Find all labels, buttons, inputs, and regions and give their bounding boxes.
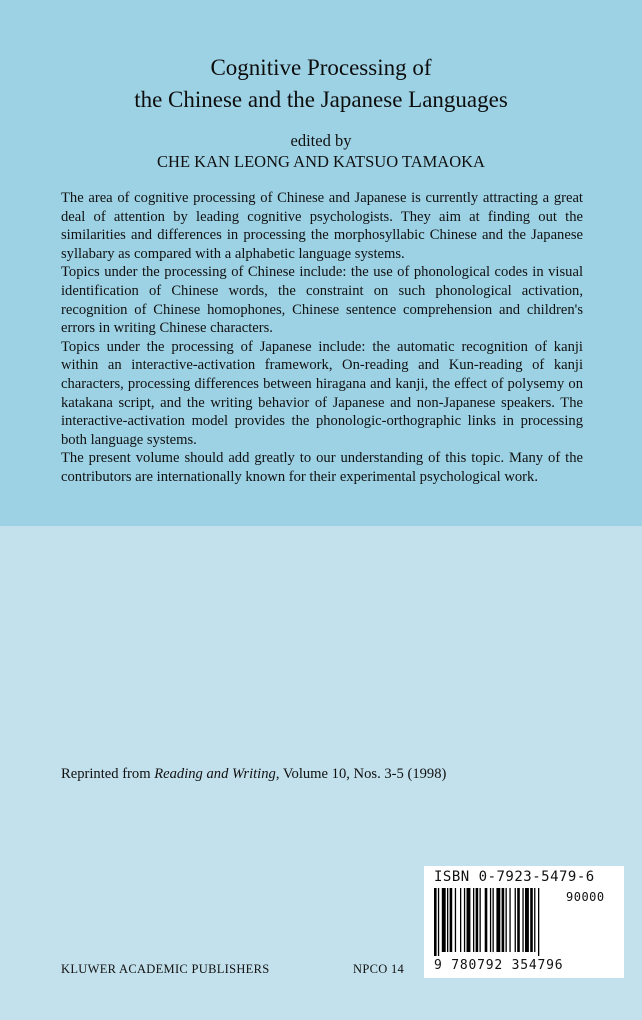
- barcode-bar: [506, 888, 507, 952]
- reprint-prefix: Reprinted from: [61, 766, 155, 782]
- editors-names: CHE KAN LEONG AND KATSUO TAMAOKA: [157, 152, 485, 171]
- book-title-line-2: the Chinese and the Japanese Languages: [134, 87, 508, 112]
- barcode-bar: [442, 888, 446, 952]
- blurb-paragraph: Topics under the processing of Chinese include: the use of phonological codes in visual identification of Chinese words, the constraint on such phonological activation, recognition of Chinese homophones, Chinese sentence comprehension and children's errors in writing Chinese characters.: [61, 264, 583, 337]
- barcode-bar: [493, 888, 494, 952]
- series-code: NPCO 14: [353, 962, 405, 976]
- barcode-bar: [534, 888, 535, 952]
- barcode-bar: [530, 888, 533, 952]
- barcode-bar: [515, 888, 516, 952]
- barcode-bar: [450, 888, 453, 952]
- barcode-bar: [464, 888, 465, 952]
- blurb-paragraph: The present volume should add greatly to our understanding of this topic. Many of the contributors are internationally known for their experimental psychological work.: [61, 450, 583, 485]
- blurb-paragraph: The area of cognitive processing of Chinese and Japanese is currently attracting a great deal of attention by leading cognitive psychologists. They aim at finding out the similarities and differences in processing the morphosyllabic Chinese and the Japanese syllabary as compared with a alphabetic language systems.: [61, 190, 583, 262]
- barcode-bar: [525, 888, 529, 952]
- book-title-line-1: Cognitive Processing of: [210, 55, 432, 80]
- reprint-suffix: , Volume 10, Nos. 3-5 (1998): [275, 766, 447, 782]
- publisher-name: KLUWER ACADEMIC PUBLISHERS: [61, 962, 270, 976]
- isbn-number: ISBN 0-7923-5479-6: [434, 869, 595, 885]
- ean-number: 9 780792 354796: [434, 958, 564, 973]
- barcode-bar: [447, 888, 448, 952]
- barcode-bar: [455, 888, 456, 952]
- price-code: 90000: [566, 890, 605, 904]
- barcode-bar: [490, 888, 491, 952]
- barcode-bar: [476, 888, 479, 952]
- barcode-icon: [434, 888, 562, 956]
- barcode-bar: [522, 888, 523, 952]
- reprint-journal: Reading and Writing: [154, 766, 276, 782]
- barcode-bar: [509, 888, 510, 952]
- blurb: [61, 189, 583, 487]
- blurb-paragraph: Topics under the processing of Japanese include: the automatic recognition of kanji within an interactive-activation framework, On-reading and Kun-reading of kanji characters, processing differences between hiragana and kanji, the effect of polysemy on katakana script, and the writing behavior of Japanese and non-Japanese speakers. The interactive-activation model provides the phonologic-orthographic links in processing both language systems.: [61, 338, 583, 448]
- barcode-bar: [473, 888, 474, 952]
- barcode-bar: [438, 888, 439, 956]
- barcode-bar: [460, 888, 461, 952]
- barcode-bar: [480, 888, 481, 952]
- barcode-bar: [517, 888, 520, 952]
- edited-by-label: edited by: [290, 131, 352, 150]
- barcode-bar: [496, 888, 500, 952]
- barcode-bar: [467, 888, 471, 952]
- barcode-bar: [538, 888, 539, 956]
- barcode-bar: [434, 888, 437, 956]
- reprint-note: [61, 765, 446, 783]
- barcode-bar: [502, 888, 505, 952]
- barcode-bar: [485, 888, 488, 952]
